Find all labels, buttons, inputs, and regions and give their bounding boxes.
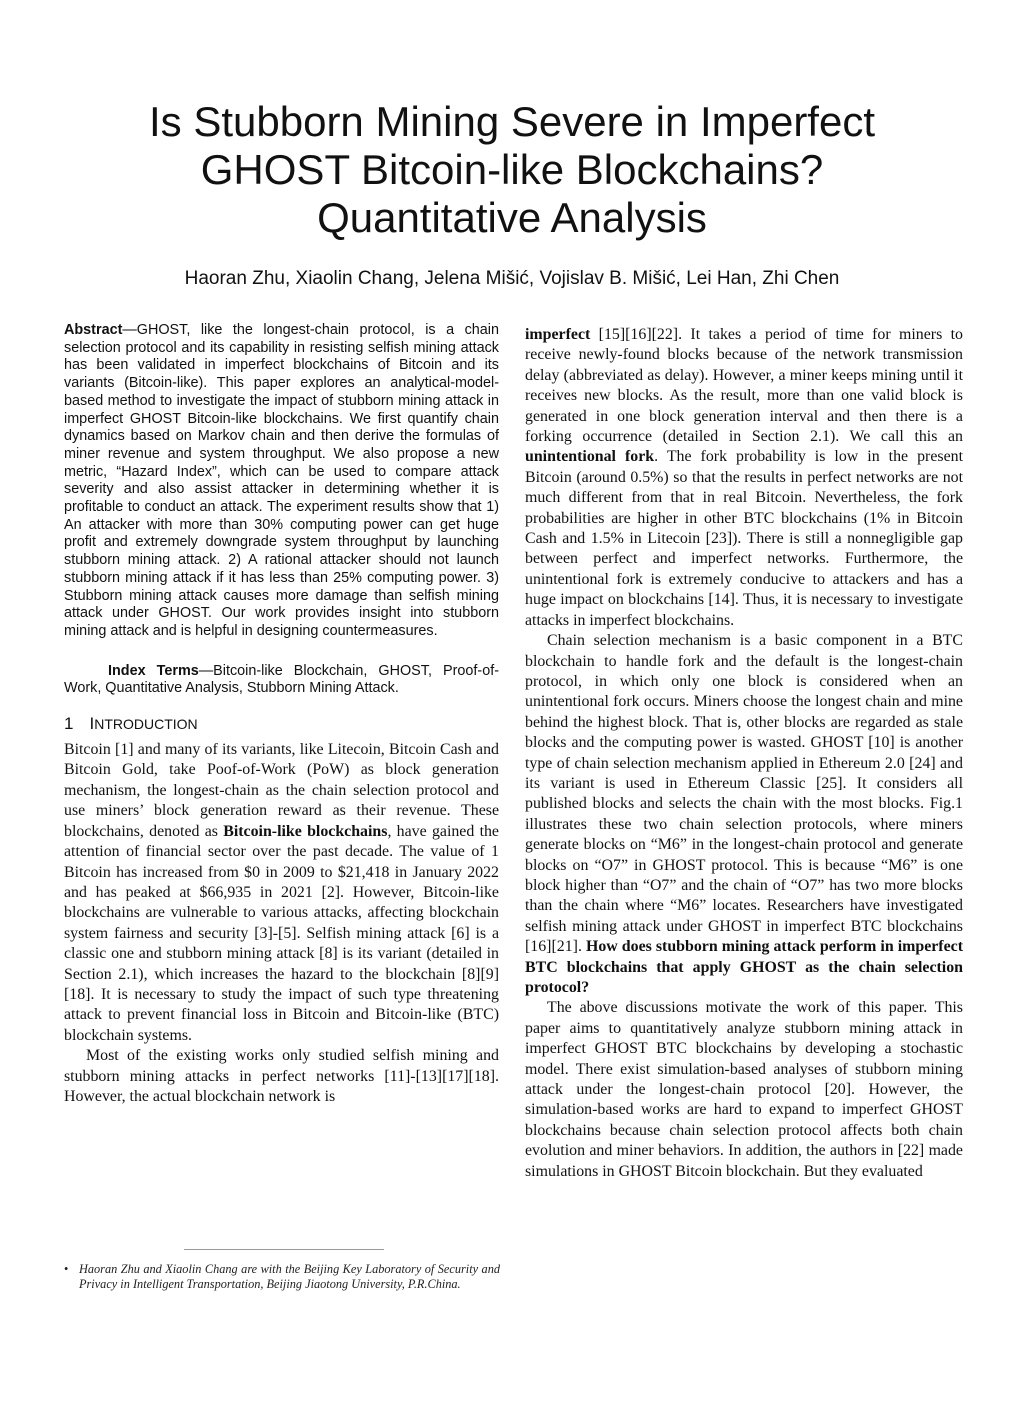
right-column: [525, 325, 963, 1182]
intro-p3-text-d: . The fork probability is low in the present Bitcoin (around 0.5%) so that the results in perfect networks are not much different from that in real Bitcoin. Nevertheless, the fork probabilities are higher in other BTC blockchains (1% in Bitcoin Cash and 1.5% in Litecoin [23]). There is still a nonnegligible gap between perfect and imperfect networks. Furthermore, the unintentional fork is extremely conducive to attackers and has a huge impact on blockchains [14]. Thus, it is necessary to investigate attacks in imperfect blockchains.: [525, 448, 964, 629]
intro-p1-text-c: , have gained the attention of financial sector over the past decade. The value of 1 Bitcoin has increased from $0 in 2009 to $21,418 in January 2022 and has peaked at $66,935 in 2021 [2]. However, Bitcoin-like blockchains are vulnerable to various attacks, affecting blockchain system fairness and security [3]-[5]. Selfish mining attack [6] is a classic one and stubborn mining attack [8] is its variant (detailed in Section 2.1), which increases the hazard to the blockchain [8][9][18]. It is necessary to study the impact of such type threatening attack to prevent financial loss in Bitcoin and Bitcoin-like (BTC) blockchain systems.: [64, 822, 499, 1044]
intro-p1-text-a: Bitcoin [1] and many of its variants, like Litecoin, Bitcoin Cash and Bitcoin Gold, take Poof-of-Work (PoW) as block generation mechanism, the longest-chain as the chain selection protocol and use miners’ block generation reward as their revenue. These blockchains, denoted as: [64, 741, 499, 840]
index-terms: [64, 663, 499, 698]
left-column: [64, 322, 499, 1107]
footnote-divider: [184, 1249, 384, 1250]
affiliation-footnote: [64, 1262, 500, 1292]
footnote-text: Haoran Zhu and Xiaolin Chang are with the Beijing Key Laboratory of Security and Privacy in Intelligent Transportation, Beijing Jiaotong University, P.R.China.: [79, 1262, 500, 1292]
intro-p1-bold-term: Bitcoin-like blockchains: [223, 822, 388, 840]
section-title-rest: NTRODUCTION: [94, 716, 198, 733]
author-list: Haoran Zhu, Xiaolin Chang, Jelena Mišić, Vojislav B. Mišić, Lei Han, Zhi Chen: [184, 268, 840, 289]
intro-paragraph-3: [525, 325, 963, 631]
intro-p3-bold-unintentional-fork: unintentional fork: [525, 448, 655, 466]
title-line-1: Is Stubborn Mining Severe in Imperfect: [148, 98, 876, 145]
title-line-3: Quantitative Analysis: [317, 194, 707, 241]
paper-title: [80, 98, 944, 242]
section-heading-introduction: [64, 714, 499, 734]
intro-paragraph-1: [64, 740, 499, 1046]
intro-paragraph-4: [525, 631, 963, 998]
abstract-text: —GHOST, like the longest-chain protocol, is a chain selection protocol and its capability in resisting selfish mining attack has been validated in imperfect blockchains of Bitcoin and its variants (Bitcoin-like). This paper explores an analytical-model-based method to investigate the impact of stubborn mining attack in imperfect GHOST Bitcoin-like blockchains. We first quantify chain dynamics based on Markov chain and then derive the formulas of miner revenue and system throughput. We also propose a new metric, “Hazard Index”, which can be used to compare attack severity and also assist attacker in determining whether it is profitable to conduct an attack. The experiment results show that 1) An attacker with more than 30% computing power can get huge profit and extremely downgrade system throughput by launching stubborn mining attack. 2) A rational attacker should not launch stubborn mining attack if it has less than 25% computing power. 3) Stubborn mining attack causes more damage than selfish mining attack under GHOST. Our work provides insight into stubborn mining attack and is helpful in designing countermeasures.: [64, 322, 499, 639]
intro-p4-text-a: Chain selection mechanism is a basic component in a BTC blockchain to handle fork and the default is the longest-chain protocol, in which only one block is considered when an unintentional fork occurs. Miners choose the longest chain and mine behind the highest block. That is, other blocks are regarded as stale blocks and the computing power is wasted. GHOST [10] is another type of chain selection mechanism applied in Ethereum 2.0 [24] and its variant is used in Ethereum Classic [25]. It considers all published blocks and selects the chain with the most blocks. Fig.1 illustrates these two chain selection protocols, where miners generate blocks on “M6” in the longest-chain protocol and generate blocks on “O7” in GHOST protocol. This is because “M6” is one block higher than “O7” and the chain of “O7” has two more blocks than the chain where “M6” locates. Researchers have investigated selfish mining attack under GHOST in imperfect BTC blockchains [16][21].: [525, 632, 963, 956]
intro-p3-bold-imperfect: imperfect: [525, 326, 591, 343]
intro-p4-bold-question: How does stubborn mining attack perform in imperfect BTC blockchains that apply GHOST as the chain selection protocol?: [525, 938, 963, 996]
intro-paragraph-5: The above discussions motivate the work of this paper. This paper aims to quantitatively analyze stubborn mining attack in imperfect GHOST BTC blockchains by developing a stochastic model. There exist simulation-based analyses of stubborn mining attack under the longest-chain protocol [20]. However, the simulation-based works are hard to expand to imperfect GHOST blockchains because chain selection protocol affects both chain evolution and miner behaviors. In addition, the authors in [22] made simulations in GHOST Bitcoin blockchain. But they evaluated: [525, 999, 963, 1180]
index-terms-text: —Bitcoin-like Blockchain, GHOST, Proof-of-Work, Quantitative Analysis, Stubborn Mining Attack.: [64, 662, 500, 697]
footnote-bullet: •: [64, 1262, 69, 1276]
abstract-label: Abstract: [64, 322, 123, 338]
section-number: 1: [64, 714, 74, 734]
abstract: [64, 322, 499, 641]
title-line-2: GHOST Bitcoin-like Blockchains?: [200, 146, 824, 193]
intro-p3-text-b: [15][16][22]. It takes a period of time for miners to receive newly-found blocks because of the network transmission delay (abbreviated as delay). However, a miner keeps mining until it receives new blocks. As the result, more than one valid block is generated in one block generation interval and then there is a forking occurrence (detailed in Section 2.1). We call this an: [525, 326, 963, 446]
section-title-initial: I: [89, 714, 95, 734]
index-terms-label: Index Terms: [108, 662, 199, 679]
intro-paragraph-2: Most of the existing works only studied selfish mining and stubborn mining attacks in perfect networks [11]-[13][17][18]. However, the actual blockchain network is: [64, 1047, 499, 1105]
